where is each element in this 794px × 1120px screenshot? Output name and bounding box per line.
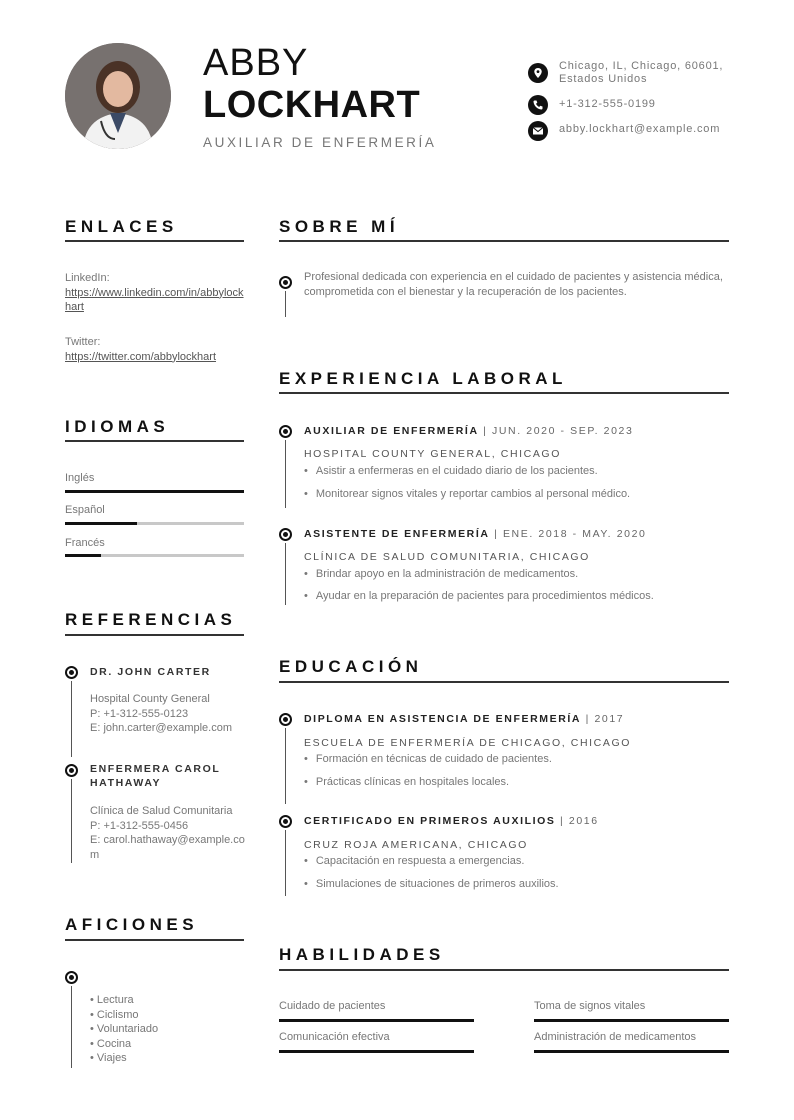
hobbies-heading: AFICIONES: [65, 915, 199, 934]
timeline-dot-icon: [279, 528, 292, 541]
language-bar-fill: [65, 554, 101, 557]
timeline-dot-icon: [279, 425, 292, 438]
experience-heading: EXPERIENCIA LABORAL: [279, 369, 567, 388]
hobby-item: • Lectura: [90, 994, 134, 1006]
job-bullet: • Brindar apoyo en la administración de medicamentos.: [304, 568, 578, 580]
timeline-line: [285, 728, 286, 804]
hobby-item: • Viajes: [90, 1052, 127, 1064]
language-bar-fill: [65, 522, 137, 525]
contact-address: Chicago, IL, Chicago, 60601, Estados Unidos: [559, 60, 724, 85]
about-heading: SOBRE MÍ: [279, 217, 400, 236]
skills-heading: HABILIDADES: [279, 945, 445, 964]
link-item: [65, 335, 250, 364]
phone-icon: [528, 95, 548, 115]
timeline-line: [71, 681, 72, 757]
degree-year: 2016: [568, 815, 599, 827]
last-name: LOCKHART: [203, 84, 421, 126]
references-divider: [65, 634, 244, 636]
references-heading: REFERENCIAS: [65, 610, 237, 629]
reference-email[interactable]: E: carol.hathaway@example.com: [90, 834, 245, 861]
hobby-item: • Cocina: [90, 1037, 132, 1050]
job-employer: CLÍNICA DE SALUD COMUNITARIA, CHICAGO: [304, 551, 590, 563]
language-name: Francés: [65, 537, 105, 549]
timeline-dot-icon: [279, 276, 292, 289]
degree-year: 2017: [594, 713, 625, 725]
timeline-dot-icon: [65, 971, 78, 984]
about-divider: [279, 240, 729, 242]
degree-institution: ESCUELA DE ENFERMERÍA DE CHICAGO, CHICAGO: [304, 737, 631, 749]
job-title: AUXILIAR DE ENFERMERÍA: [203, 135, 437, 150]
avatar: [65, 43, 171, 149]
skill-label: Administración de medicamentos: [534, 1031, 697, 1043]
skill-bar: [534, 1019, 729, 1022]
timeline-dot-icon: [65, 764, 78, 777]
language-name: Español: [65, 504, 105, 516]
hobbies-list: [90, 993, 158, 1066]
hobby-item: • Voluntariado: [90, 1023, 159, 1035]
timeline-dot-icon: [279, 815, 292, 828]
degree-title: DIPLOMA EN ASISTENCIA DE ENFERMERÍA | 2017: [304, 713, 625, 725]
reference-org: Clínica de Salud Comunitaria: [90, 805, 233, 817]
job-dates: ENE. 2018 - MAY. 2020: [502, 528, 647, 540]
timeline-line: [285, 291, 286, 317]
reference-details: [90, 804, 245, 862]
job-employer: HOSPITAL COUNTY GENERAL, CHICAGO: [304, 448, 561, 460]
language-name: Inglés: [65, 472, 95, 484]
map-pin-icon: [528, 63, 548, 83]
language-bar: [65, 490, 244, 493]
link-label: LinkedIn:: [65, 272, 110, 284]
timeline-dot-icon: [279, 713, 292, 726]
education-heading: EDUCACIÓN: [279, 657, 423, 676]
degree-bullet: • Prácticas clínicas en hospitales locales.: [304, 776, 509, 788]
links-heading: ENLACES: [65, 217, 178, 236]
timeline-line: [71, 779, 72, 863]
job-bullet: • Ayudar en la preparación de pacientes para procedimientos médicos.: [304, 590, 654, 602]
reference-name: ENFERMERA CAROL HATHAWAY: [90, 763, 221, 789]
skill-bar: [534, 1050, 729, 1053]
hobbies-divider: [65, 939, 244, 941]
skills-divider: [279, 969, 729, 971]
contact-email[interactable]: abby.lockhart@example.com: [559, 123, 721, 135]
experience-divider: [279, 392, 729, 394]
hobby-item: • Ciclismo: [90, 1008, 139, 1021]
link-label: Twitter:: [65, 336, 101, 348]
reference-phone: P: +1-312-555-0456: [90, 819, 189, 832]
reference-org: Hospital County General: [90, 693, 210, 705]
job-bullet: • Asistir a enfermeras en el cuidado diario de los pacientes.: [304, 465, 598, 477]
skill-label: Toma de signos vitales: [534, 1000, 646, 1012]
language-bar-fill: [65, 490, 244, 493]
profile-photo: [65, 43, 171, 149]
reference-email[interactable]: E: john.carter@example.com: [90, 722, 233, 734]
reference-details: [90, 692, 250, 736]
degree-institution: CRUZ ROJA AMERICANA, CHICAGO: [304, 839, 528, 851]
language-bar: [65, 554, 244, 557]
degree-bullet: • Capacitación en respuesta a emergencias.: [304, 855, 524, 867]
languages-divider: [65, 440, 244, 442]
linkedin-link[interactable]: https://www.linkedin.com/in/abbylockhart: [65, 286, 244, 313]
skill-bar: [279, 1019, 474, 1022]
degree-bullet: • Formación en técnicas de cuidado de pacientes.: [304, 753, 552, 765]
links-divider: [65, 240, 244, 242]
job-title: ASISTENTE DE ENFERMERÍA | ENE. 2018 - MAY. 2020: [304, 528, 647, 540]
degree-bullet: • Simulaciones de situaciones de primeros auxilios.: [304, 878, 559, 890]
reference-name: DR. JOHN CARTER: [90, 666, 211, 678]
skill-label: Comunicación efectiva: [279, 1031, 390, 1043]
reference-phone: P: +1-312-555-0123: [90, 707, 189, 720]
contact-phone: +1-312-555-0199: [559, 98, 656, 110]
timeline-dot-icon: [65, 666, 78, 679]
twitter-link[interactable]: https://twitter.com/abbylockhart: [65, 350, 217, 363]
job-dates: JUN. 2020 - SEP. 2023: [492, 425, 634, 437]
skill-label: Cuidado de pacientes: [279, 1000, 386, 1012]
link-item: [65, 271, 245, 315]
language-bar: [65, 522, 244, 525]
about-text: Profesional dedicada con experiencia en el cuidado de pacientes y asistencia médica, comprometida con el bienestar y la recuperación de los pacientes.: [304, 271, 723, 298]
job-bullet: • Monitorear signos vitales y reportar cambios al personal médico.: [304, 488, 630, 500]
timeline-line: [71, 986, 72, 1068]
timeline-line: [285, 543, 286, 605]
job-title: AUXILIAR DE ENFERMERÍA | JUN. 2020 - SEP. 2023: [304, 425, 634, 437]
education-divider: [279, 681, 729, 683]
timeline-line: [285, 440, 286, 508]
languages-heading: IDIOMAS: [65, 417, 170, 436]
degree-title: CERTIFICADO EN PRIMEROS AUXILIOS | 2016: [304, 815, 599, 827]
skill-bar: [279, 1050, 474, 1053]
email-icon: [528, 121, 548, 141]
first-name: ABBY: [203, 42, 309, 84]
timeline-line: [285, 830, 286, 896]
